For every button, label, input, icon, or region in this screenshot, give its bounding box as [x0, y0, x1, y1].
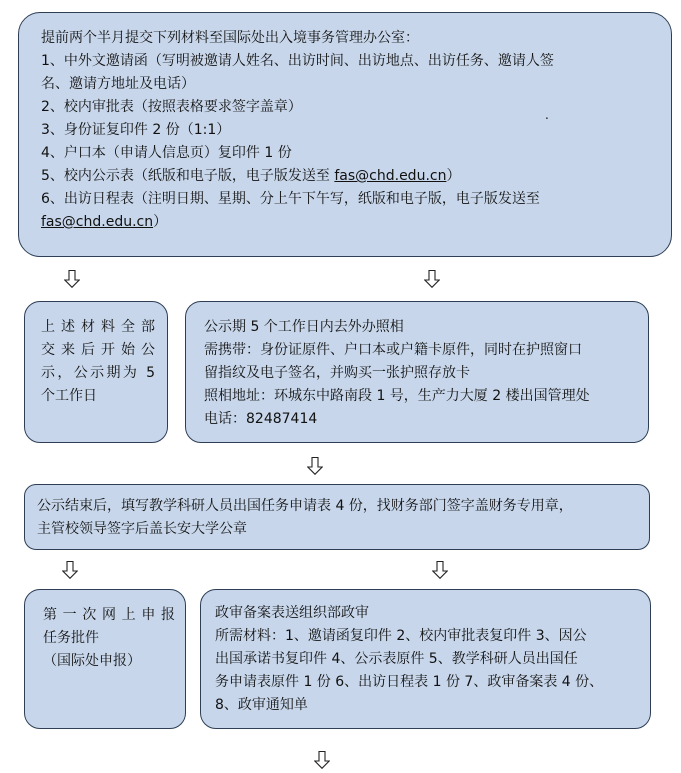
task-application-line-1: 公示结束后，填写教学科研人员出国任务申请表 4 份，找财务部门签字盖财务专用章，	[37, 498, 573, 514]
arrow-down-icon	[64, 270, 80, 288]
email-link[interactable]: fas@chd.edu.cn	[41, 214, 154, 230]
publicity-line-2: 交来后开始公	[41, 342, 155, 358]
online-app-line-1: 第一次网上申报	[43, 607, 175, 623]
review-materials-1: 所需材料：1、邀请函复印件 2、校内审批表复印件 3、因公	[215, 628, 587, 644]
step-photo-box	[185, 301, 649, 443]
photo-title: 公示期 5 个工作日内去外办照相	[204, 319, 404, 335]
item-invitation: 1、中外文邀请函（写明被邀请人姓名、出访时间、出访地点、出访任务、邀请人签	[41, 53, 554, 69]
arrow-down-icon	[62, 561, 78, 579]
photo-address: 照相地址：环城东中路南段 1 号，生产力大厦 2 楼出国管理处	[204, 388, 590, 404]
publicity-line-1: 上述材料全部	[41, 319, 155, 335]
step-submit-materials-box	[18, 12, 672, 257]
item-invitation-cont: 名、邀请方地址及电话）	[41, 76, 195, 92]
online-app-line-3: （国际处申报）	[43, 653, 141, 669]
publicity-line-3: 示，公示期为 5	[41, 365, 155, 381]
arrow-down-icon	[432, 561, 448, 579]
step-political-review-box	[200, 589, 651, 729]
item-approval-form: 2、校内审批表（按照表格要求签字盖章）	[41, 99, 302, 115]
submit-intro: 提前两个半月提交下列材料至国际处出入境事务管理办公室：	[41, 30, 419, 46]
arrow-down-icon	[424, 270, 440, 288]
online-app-line-2: 任务批件	[43, 630, 99, 646]
item-schedule-cont: fas@chd.edu.cn）	[41, 214, 168, 230]
review-materials-3: 务申请表原件 1 份 6、出访日程表 1 份 7、政审备案表 4 份、	[215, 674, 604, 690]
step-publicity-box	[24, 301, 168, 443]
item-id-copy: 3、身份证复印件 2 份（1:1）	[41, 122, 231, 138]
item-publicity-form: 5、校内公示表（纸版和电子版，电子版发送至 fas@chd.edu.cn）	[41, 168, 461, 184]
step-online-application-box	[24, 589, 186, 729]
publicity-line-4: 个工作日	[41, 388, 97, 404]
item-schedule: 6、出访日程表（注明日期、星期、分上午下午写，纸版和电子版，电子版发送至	[41, 191, 540, 207]
review-materials-2: 出国承诺书复印件 4、公示表原件 5、教学科研人员出国任	[215, 651, 578, 667]
arrow-down-icon	[314, 751, 330, 769]
arrow-down-icon	[307, 457, 323, 475]
photo-bring-cont: 留指纹及电子签名，并购买一张护照存放卡	[204, 365, 470, 381]
email-link[interactable]: fas@chd.edu.cn	[334, 168, 447, 184]
stray-mark: .	[545, 108, 549, 122]
task-application-line-2: 主管校领导签字后盖长安大学公章	[37, 521, 247, 537]
review-materials-4: 8、政审通知单	[215, 697, 308, 713]
step-task-application-box	[24, 484, 650, 550]
photo-phone: 电话：82487414	[204, 411, 318, 427]
review-title: 政审备案表送组织部政审	[215, 605, 369, 621]
photo-bring: 需携带：身份证原件、户口本或户籍卡原件，同时在护照窗口	[204, 342, 582, 358]
item-hukou-copy: 4、户口本（申请人信息页）复印件 1 份	[41, 145, 292, 161]
